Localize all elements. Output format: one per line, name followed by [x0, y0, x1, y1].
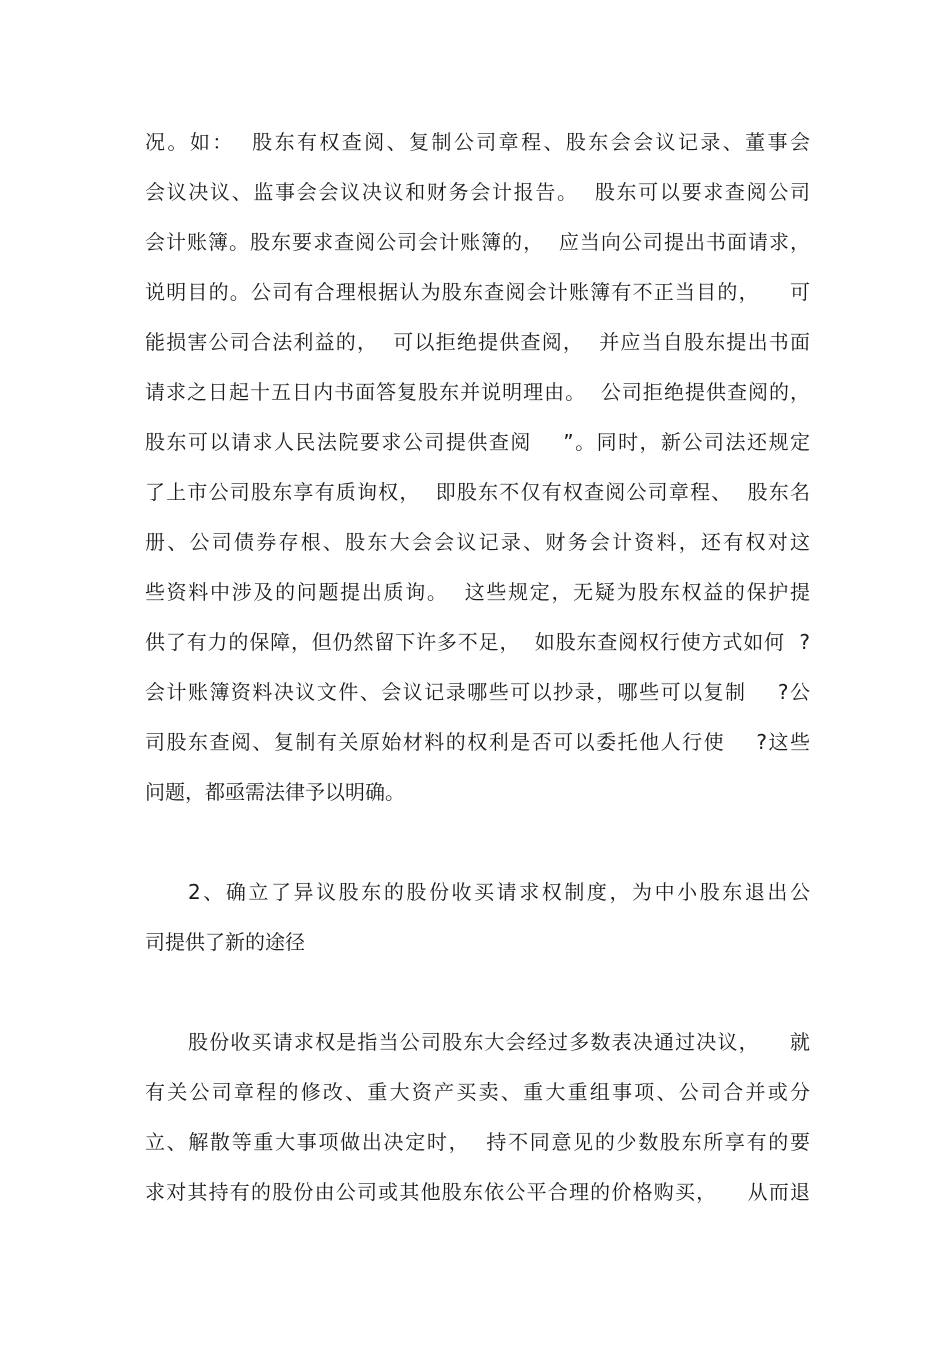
text-line: 股份收买请求权是指当公司股东大会经过多数表决通过决议， 就: [188, 1030, 810, 1054]
text-line: 问题，都亟需法律予以明确。: [145, 780, 405, 804]
heading-line: 2、确立了异议股东的股份收买请求权制度，为中小股东退出公: [188, 880, 810, 904]
text-line: 司股东查阅、复制有关原始材料的权利是否可以委托他人行使 ?这些: [145, 730, 810, 754]
text-line: 会议决议、监事会会议决议和财务会计报告。 股东可以要求查阅公司: [145, 180, 810, 204]
text-line: 册、公司债券存根、股东大会会议记录、财务会计资料，还有权对这: [145, 530, 810, 554]
text-line: 会计账簿。股东要求查阅公司会计账簿的， 应当向公司提出书面请求，: [145, 230, 810, 254]
text-line: 说明目的。公司有合理根据认为股东查阅会计账簿有不正当目的， 可: [145, 280, 810, 304]
text-line: 能损害公司合法利益的， 可以拒绝提供查阅， 并应当自股东提出书面: [145, 330, 810, 354]
text-line: 了上市公司股东享有质询权， 即股东不仅有权查阅公司章程、 股东名: [145, 480, 810, 504]
text-line: 求对其持有的股份由公司或其他股东依公平合理的价格购买， 从而退: [145, 1180, 810, 1204]
text-line: 况。如： 股东有权查阅、复制公司章程、股东会会议记录、董事会: [145, 130, 810, 154]
text-line: 些资料中涉及的问题提出质询。 这些规定，无疑为股东权益的保护提: [145, 580, 810, 604]
text-line: 供了有力的保障，但仍然留下许多不足， 如股东查阅权行使方式如何 ?: [145, 630, 810, 654]
text-line: 请求之日起十五日内书面答复股东并说明理由。 公司拒绝提供查阅的，: [145, 380, 810, 404]
text-line: 有关公司章程的修改、重大资产买卖、重大重组事项、公司合并或分: [145, 1080, 810, 1104]
heading-line: 司提供了新的途径: [145, 930, 305, 954]
text-line: 股东可以请求人民法院要求公司提供查阅 ”。同时，新公司法还规定: [145, 430, 810, 454]
text-line: 会计账簿资料决议文件、会议记录哪些可以抄录，哪些可以复制 ?公: [145, 680, 810, 704]
text-line: 立、解散等重大事项做出决定时， 持不同意见的少数股东所享有的要: [145, 1130, 810, 1154]
